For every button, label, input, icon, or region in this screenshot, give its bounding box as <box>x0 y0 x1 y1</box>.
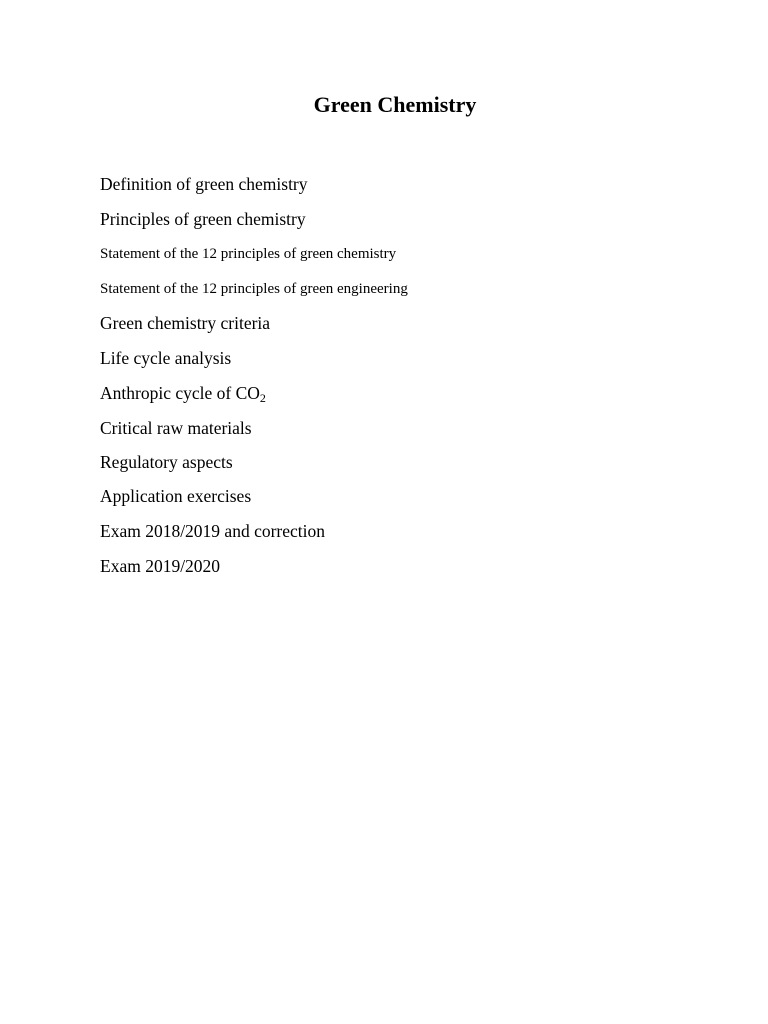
toc-item-raw-materials[interactable] <box>100 417 252 439</box>
toc-item-label: Statement of the 12 principles of green engineering <box>100 281 408 297</box>
toc-item-label: Anthropic cycle of CO <box>100 383 260 403</box>
toc-item-label: Green chemistry criteria <box>100 313 271 333</box>
toc-item-label: Exam 2018/2019 and correction <box>100 521 326 541</box>
toc-item-label: Exam 2019/2020 <box>100 556 221 576</box>
toc-item-12-principles-engineering[interactable] <box>100 278 408 300</box>
toc-item-exam-2018-2019[interactable] <box>100 520 325 542</box>
toc-item-label: Definition of green chemistry <box>100 174 308 194</box>
toc-item-principles[interactable] <box>100 208 306 230</box>
toc-item-label: Critical raw materials <box>100 418 252 438</box>
toc-item-criteria[interactable] <box>100 312 270 334</box>
page-title: Green Chemistry <box>313 92 477 117</box>
toc-item-label: Life cycle analysis <box>100 348 232 368</box>
toc-item-label: Statement of the 12 principles of green chemistry <box>100 246 397 262</box>
toc-item-definition[interactable] <box>100 173 308 195</box>
toc-item-12-principles-chemistry[interactable] <box>100 243 396 265</box>
toc-item-exercises[interactable] <box>100 485 251 507</box>
toc-item-regulatory[interactable] <box>100 451 233 473</box>
toc-item-anthropic-cycle[interactable] <box>100 382 266 404</box>
toc-item-label: Principles of green chemistry <box>100 209 306 229</box>
toc-item-life-cycle[interactable] <box>100 347 231 369</box>
toc-item-label: Application exercises <box>100 486 252 506</box>
toc-item-exam-2019-2020[interactable] <box>100 555 220 577</box>
toc-item-label: Regulatory aspects <box>100 452 233 472</box>
toc-item-subscript: 2 <box>259 391 266 405</box>
